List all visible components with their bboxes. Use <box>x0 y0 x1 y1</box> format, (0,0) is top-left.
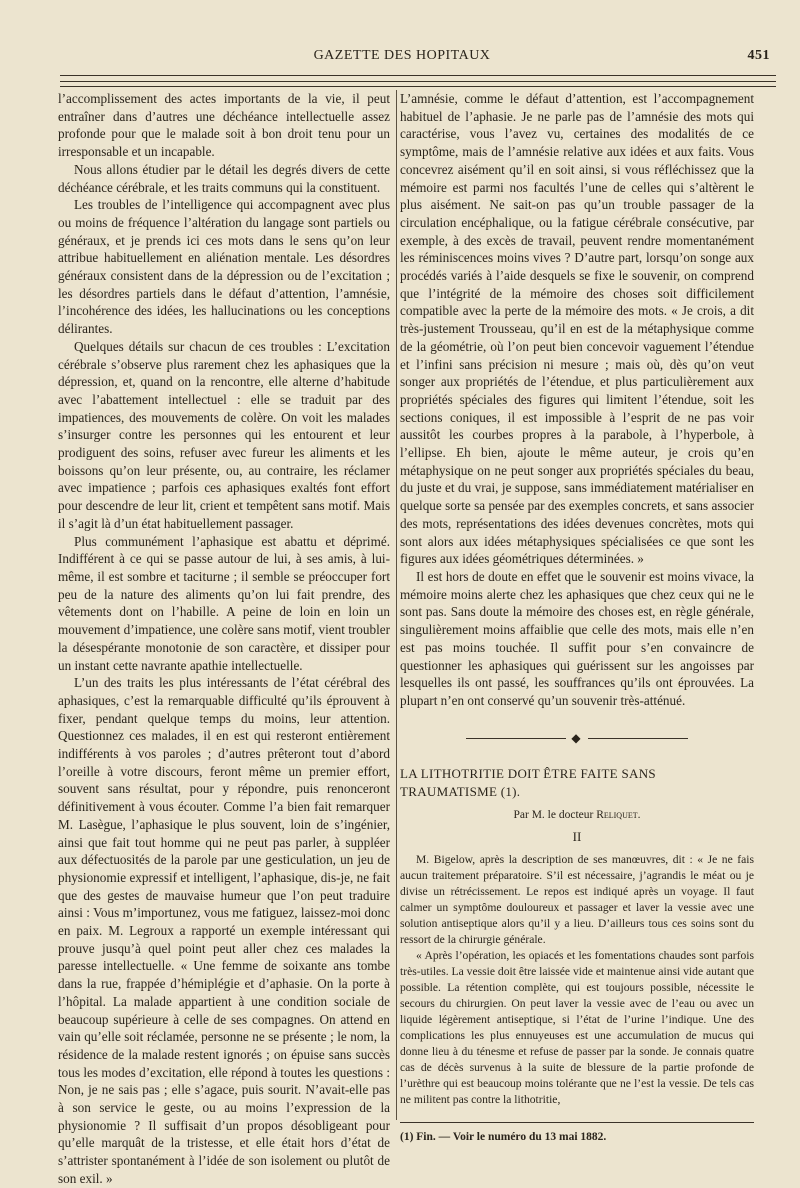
paragraph: Les troubles de l’intelligence qui accompagnent avec plus ou moins de fréquence l’altération du langage sont partiels ou généraux, et je prends ici ces mots dans le sens qu’on leur attribue habituellement en aliénation mentale. Les désordres généraux consistent dans de la dépression ou de l’excitation ; les désordres partiels dans le défaut d’attention, l’amnésie, l’incohérence des idées, les hallucinations ou les conceptions délirantes. <box>58 197 390 337</box>
byline <box>400 807 754 825</box>
paragraph: Il est hors de doute en effet que le souvenir est moins vivace, la mémoire moins alerte chez les aphasiques que chez ceux qui ne le sont pas. Sans doute la mémoire des choses est, en règle générale, singulièrement moins affaiblie que celle des mots, mais elle n’en est pas moins touchée. Il suffit pour s’en convaincre de questionner les aphasiques qui guérissent sur les angoisses par lesquelles ils ont passé, les souffrances qu’ils ont éprouvées. La plupart n’en ont conservé qu’un souvenir très-atténué. <box>400 568 754 708</box>
byline-prefix: Par M. le docteur <box>513 808 594 821</box>
header-rule <box>60 81 776 82</box>
header-rule <box>60 86 776 87</box>
right-column <box>400 90 754 1147</box>
paragraph: L’amnésie, comme le défaut d’attention, est l’accompagnement habituel de l’aphasie. Je ne parle pas de l’amnésie des mots qui caractérise, vous l’avez vu, certaines des modalités de ce symptôme, mais de l’amnésie relative aux idées et aux faits. Vous concevrez aisément qu’il en soit ainsi, si vous réfléchissez que la mémoire est parmi nos facultés l’une de celles qui s’altèrent le plus aisément. Ne sait-on pas qu’un trouble passager de la circulation encéphalique, ou la fatigue cérébrale consécutive, par exemple, à des excès de travail, peuvent rendre momentanément les réminiscences moins vives ? D’autre part, lorsqu’on songe aux procédés variés à l’aide desquels se fixe le souvenir, on comprend que l’intégrité de la mémoire des choses soit difficilement compatible avec la perte de la mémoire des mots. « Je crois, a dit très-justement Trousseau, qu’il en est de la métaphysique comme de la géométrie, où l’on peut bien concevoir vaguement l’étendue et l’infini sans précision ni mesure ; mais où, dès qu’on veut songer aux propriétés de l’étendue, et plus particulièrement aux propriétés spéciales des figures qui limitent l’étendue, soit les sections coniques, il est impossible à l’esprit de ne pas voir aussitôt les courbes propres à la parabole, à l’hyperbole, à l’ellipse. Eh bien, ajoute le même auteur, je crois qu’en métaphysique on ne peut songer aux propriétés spéciales du beau, du juste et du vrai, je suppose, sans immédiatement matérialiser en quelque sorte sa pensée par des exemples concrets, et sans associer des mots, représentations des idées devenues concrètes, mots qui sont alors aux idées métaphysiques spécialisées ce que sont les figures aux idées géométriques déterminées. » <box>400 91 754 567</box>
column-divider <box>396 90 397 1120</box>
page-number: 451 <box>747 48 770 63</box>
footnote-rule <box>400 1122 754 1123</box>
article-title: LA LITHOTRITIE DOIT ÊTRE FAITE SANS TRAUMATISME (1). <box>400 766 656 800</box>
paragraph: L’un des traits les plus intéressants de l’état cérébral des aphasiques, c’est la remarquable difficulté qu’ils éprouvent à fixer, pendant quelque temps du moins, leur attention. Questionnez ces malades, il en est qui resteront entièrement indifférents à vos paroles ; d’autres prêteront tout d’abord l’oreille à votre discours, feront même un premier effort, souvent sans résultat, pour y répondre, puis renonceront définitivement à vous écouter. Comme l’a bien fait remarquer M. Lasègue, l’aphasique le plus souvent, loin de s’ingénier, ainsi que fait tout homme qui ne peut pas parler, à suppléer aux défectuosités de la parole par une gesticulation, un jeu de physionomie expressif et intelligent, l’aphasique, dis-je, ne fait que des gestes de mauvaise humeur que l’on peut traduire ainsi : Vous m’importunez, vous me fatiguez, laissez-moi donc en paix. M. Legroux a rapporté un exemple intéressant qui prouve jusqu’à quel point peut aller chez ces malades la paresse intellectuelle. « Une femme de soixante ans tombe dans la rue, frappée d’hémiplégie et d’aphasie. On la porte à l’hôpital. La malade appartient à une condition sociale de beaucoup supérieure à celle de ses compagnes. On attend en vain qu’elle soit réclamée, personne ne se présente ; le nom, la résidence de la malade restent ignorés ; on épuise sans succès tous les modes d’excitation, elle répond à toutes les questions : Non, je ne sais pas ; elle s’agace, puis sourit. N’avait-elle pas à son service le geste, ou au moins l’expression de la physionomie ? Il suffisait d’un propos désobligeant pour qu’elle marquât de la tristesse, et elle était hors d’état de s’attrister spontanément à l’idée de son isolement ou plutôt de son exil. » <box>58 675 390 1186</box>
paragraph: Quelques détails sur chacun de ces troubles : L’excitation cérébrale s’observe plus rarement chez les aphasiques que la dépression, et, quand on la rencontre, elle alterne d’habitude avec l’abattement intellectuel : elle se traduit par des impatiences, des mouvements de colère. On voit les malades s’insurger contre les personnes qui les entourent et leur prodiguent des soins, refuser avec fureur les aliments et les boissons qu’on leur présente, ou, au contraire, les réclamer avec impatience ; parfois ces aphasiques exaltés font effort pour descendre de leur lit, crient et tempêtent sans motif. Mais il s’agit là d’un état habituellement passager. <box>58 338 390 531</box>
page-header <box>30 44 774 66</box>
paragraph: Nous allons étudier par le détail les degrés divers de cette déchéance cérébrale, et les traits communs qui la constituent. <box>58 161 390 195</box>
header-rule <box>60 75 776 76</box>
paragraph: M. Bigelow, après la description de ses manœuvres, dit : « Je ne fais aucun traitement préparatoire. S’il est nécessaire, j’agrandis le méat ou je divise un rétrécissement. Le repos est indiqué après un voyage. Il faut calmer un symptôme douloureux et passager et laver la vessie avec une solution antiseptique alors qu’il y a lieu. D’ailleurs tous ces soins sont du ressort de la chirurgie générale. <box>400 853 754 947</box>
footnote: (1) Fin. — Voir le numéro du 13 mai 1882. <box>400 1131 607 1144</box>
paragraph: l’accomplissement des actes importants de la vie, il peut entraîner dans d’autres une déchéance intellectuelle assez profonde pour que le malade soit à bon droit tenu pour un irresponsable et un incapable. <box>58 91 390 160</box>
left-column <box>58 90 390 1188</box>
section-number: II <box>572 829 582 845</box>
journal-title: GAZETTE DES HOPITAUX <box>313 48 491 63</box>
article-separator: ◆ <box>400 730 754 748</box>
paragraph: Plus communément l’aphasique est abattu et déprimé. Indifférent à ce qui se passe autour de lui, à ses amis, à lui-même, il est sombre et taciturne ; il semble se préoccuper fort peu de la nature des aliments qu’on lui fait prendre, des vêtements dont on l’habille. A peine de loin en loin un mouvement d’impatience, une colère sans motif, vient troubler la désespérante monotonie de son caractère, et dissiper pour un instant cette navrante apathie intellectuelle. <box>58 533 390 673</box>
byline-author: Reliquet. <box>596 808 641 821</box>
paragraph: « Après l’opération, les opiacés et les fomentations chaudes sont parfois très-utiles. La vessie doit être laissée vide et maintenue ainsi vide autant que possible. La rétention complète, qui est toujours possible, nécessite le secours du chirurgien. On peut laver la vessie avec de l’eau ou avec un liquide légèrement antiseptique, si l’état de l’urine l’indique. Une des complications les plus ennuyeuses est une accumulation de mucus qui donne lieu à du ténesme et refuse de passer par la sonde. Je connais quatre cas de décès survenus à la suite de blessure de la partie profonde de l’urèthre qui est beaucoup moins tolérante que ne l’est la vessie. De tels cas ne militent pas contre la lithotritie, <box>400 949 754 1107</box>
